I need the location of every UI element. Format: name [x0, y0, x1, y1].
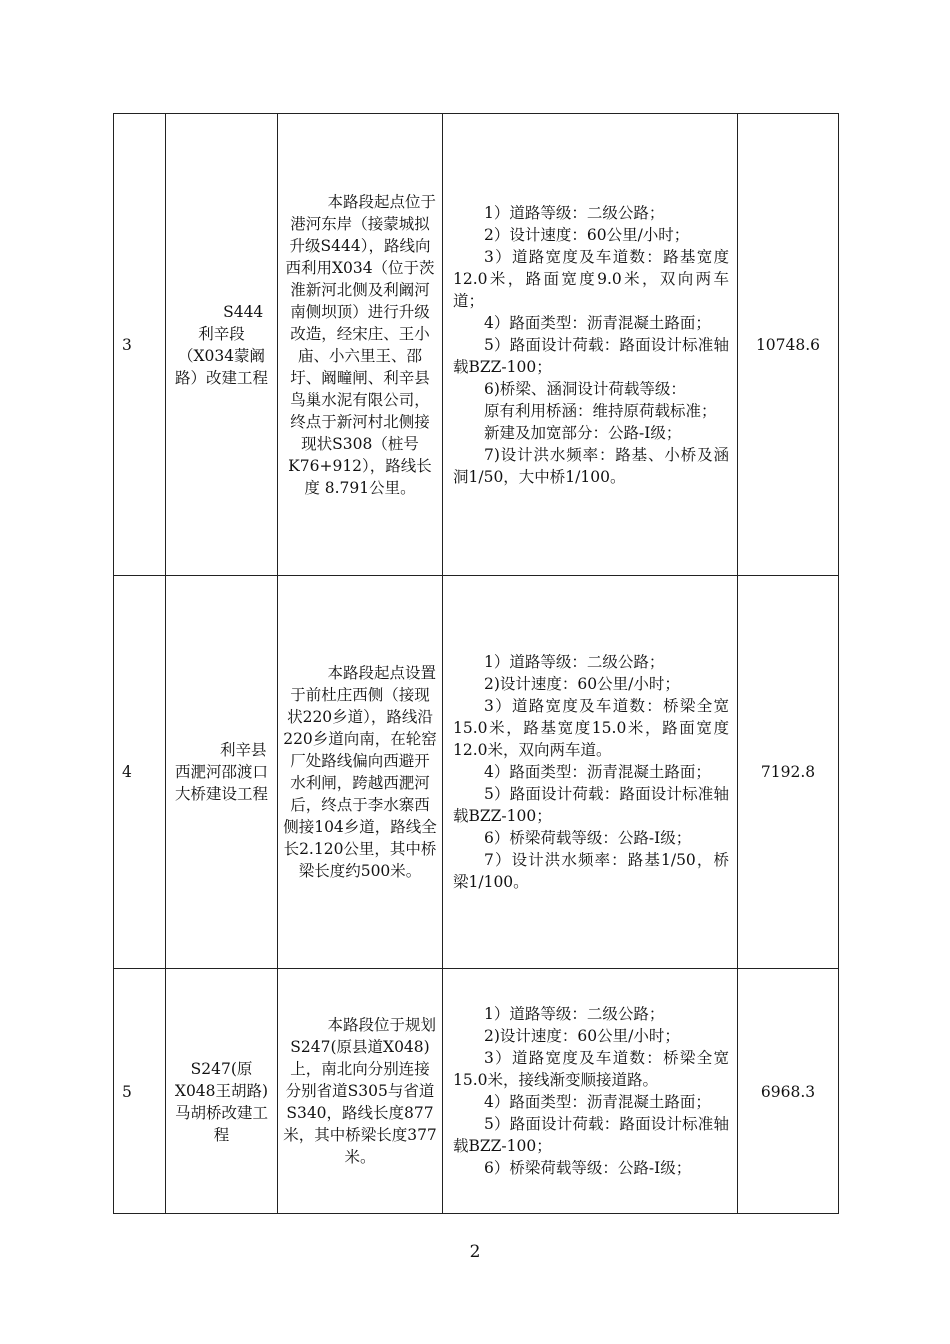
technical-standards: [443, 576, 738, 969]
standard-line: 6）桥梁荷载等级：公路-Ⅰ级；: [484, 1159, 692, 1177]
page-number: 2: [469, 1242, 481, 1262]
project-name: 利辛县西淝河邵渡口大桥建设工程: [166, 576, 278, 969]
standard-line: 原有利用桥涵：维持原荷载标准；: [484, 401, 717, 420]
technical-standards: [443, 969, 738, 1214]
standard-line: 7)设计洪水频率：路基、小桥及涵洞1/50，大中桥1/100。: [453, 445, 729, 486]
standard-line: 4）路面类型：沥青混凝土路面；: [484, 1093, 711, 1111]
project-description: 本路段位于规划S247(原县道X048)上，南北向分别连接分别省道S305与省道S340，路线长度877米，其中桥梁长度377米。: [278, 969, 443, 1214]
standard-line: 3）道路宽度及车道数：桥梁全宽15.0米，接线渐变顺接道路。: [453, 1049, 729, 1089]
table-row: [114, 969, 839, 1214]
project-table: [113, 113, 839, 1214]
table-row: [114, 576, 839, 969]
standard-line: 5）路面设计荷载：路面设计标准轴载BZZ-100；: [453, 1115, 729, 1155]
investment-amount: 6968.3: [738, 969, 839, 1214]
standard-line: 4）路面类型：沥青混凝土路面；: [484, 313, 711, 332]
standard-line: 2)设计速度：60公里/小时；: [484, 675, 680, 693]
row-number: 4: [114, 576, 166, 969]
investment-amount: 7192.8: [738, 576, 839, 969]
standard-line: 2）设计速度：60公里/小时；: [484, 225, 690, 244]
project-description: 本路段起点设置于前杜庄西侧（接现状220乡道），路线沿220乡道向南，在轮窑厂处路线偏向西避开水利闸，跨越西淝河后，终点于李水寨西侧接104乡道，路线全长2.120公里，其中桥梁长度约500米。: [278, 576, 443, 969]
standard-line: 1）道路等级：二级公路；: [484, 653, 665, 671]
project-description: 本路段起点位于港河东岸（接蒙城拟升级S444），路线向西利用X034（位于茨淮新河北侧及利阚河南侧坝顶）进行升级改造，经宋庄、王小庙、小六里王、邵圩、阚疃闸、利辛县鸟巢水泥有限公司，终点于新河村北侧接现状S308（桩号K76+912），路线长度 8.791公里。: [278, 114, 443, 576]
standard-line: 7）设计洪水频率：路基1/50，桥梁1/100。: [453, 851, 729, 891]
standard-line: 5）路面设计荷载：路面设计标准轴载BZZ-100；: [453, 785, 729, 825]
row-number: 5: [114, 969, 166, 1214]
standard-line: 新建及加宽部分：公路-Ⅰ级；: [484, 423, 682, 442]
project-name: S247(原X048王胡路)马胡桥改建工程: [166, 969, 278, 1214]
standard-line: 1）道路等级：二级公路；: [484, 1005, 665, 1023]
table-row: [114, 114, 839, 576]
investment-amount: 10748.6: [738, 114, 839, 576]
standard-line: 6)桥梁、涵洞设计荷载等级：: [484, 379, 686, 398]
standard-line: 6）桥梁荷载等级：公路-Ⅰ级；: [484, 829, 692, 847]
project-name: S444利辛段（X034蒙阚路）改建工程: [166, 114, 278, 576]
row-number: 3: [114, 114, 166, 576]
standard-line: 1）道路等级：二级公路；: [484, 203, 665, 222]
standard-line: 5）路面设计荷载：路面设计标准轴载BZZ-100；: [453, 335, 729, 376]
technical-standards: [443, 114, 738, 576]
standard-line: 4）路面类型：沥青混凝土路面；: [484, 763, 711, 781]
standard-line: 3）道路宽度及车道数：桥梁全宽15.0米，路基宽度15.0米，路面宽度12.0米，双向两车道。: [453, 697, 729, 759]
standard-line: 3）道路宽度及车道数：路基宽度12.0米，路面宽度9.0米，双向两车道；: [453, 247, 729, 310]
standard-line: 2)设计速度：60公里/小时；: [484, 1027, 680, 1045]
